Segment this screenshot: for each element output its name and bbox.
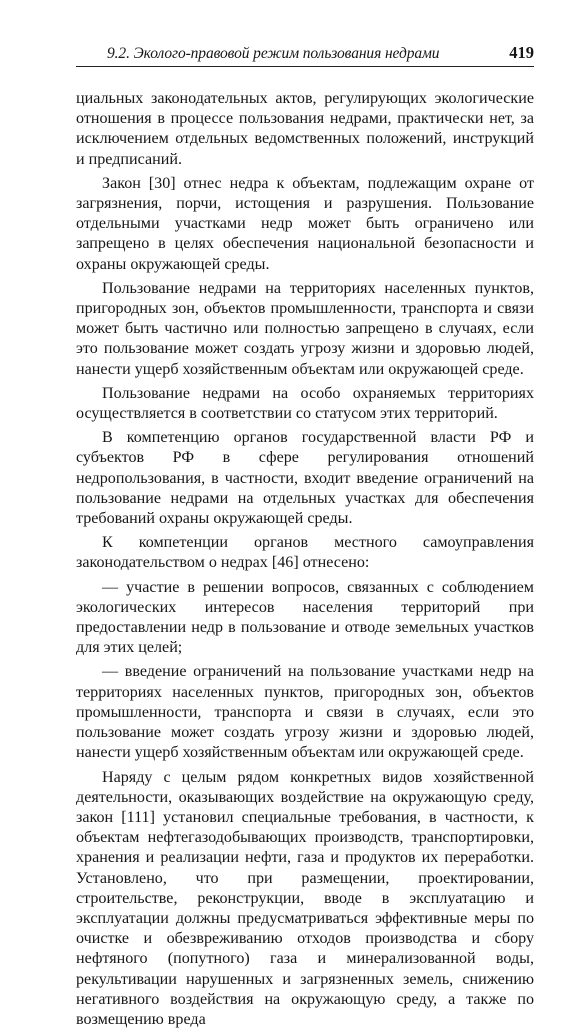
paragraph: К компетенции органов местного самоуправления законодательством о недрах [46] отнесено: (76, 534, 534, 572)
paragraph: Пользование недрами на особо охраняемых территориях осуществляется в соответствии со статусом этих территорий. (76, 384, 534, 423)
paragraph: В компетенцию органов государственной власти РФ и субъектов РФ в сфере регулирования отношений недропользования, в частности, входит введение ограничений на пользование недрами на отдельных участках для обеспечения требований охраны окружающей среды. (76, 429, 534, 528)
paragraph: Закон [30] отнес недра к объектам, подлежащим охране от загрязнения, порчи, истощения и разрушения. Пользование отдельными участками недр может быть ограничено или запрещено в целях обеспечения национальной безопасности и охраны окружающей среды. (76, 174, 534, 273)
section-title: 9.2. Эколого-правовой режим пользования недрами (107, 45, 440, 62)
list-item: — введение ограничений на пользование участками недр на территориях населенных пунктов, пригородных зон, объектов промышленности, транспорта и связи в случаях, если это пользование может создать угрозу жизни и здоровью людей, нанести ущерб хозяйственным объектам или окружающей среде. (76, 663, 534, 762)
running-header (76, 36, 534, 67)
paragraph: Пользование недрами на территориях населенных пунктов, пригородных зон, объектов промышленности, транспорта и связи может быть частично или полностью запрещено в случаях, если это пользование может создать угрозу жизни и здоровью людей, нанести ущерб хозяйственным объектам или окружающей среде. (76, 279, 534, 378)
page-number: 419 (509, 43, 534, 62)
paragraph-continued: циальных законодательных актов, регулирующих экологические отношения в процессе пользования недрами, практически нет, за исключением отдельных ведомственных положений, инструкций и предписаний. (76, 90, 534, 168)
paragraph: Наряду с целым рядом конкретных видов хозяйственной деятельности, оказывающих воздействие на окружающую среду, закон [111] установил специальные требования, в частности, к объектам нефтегазодобывающих производств, транспортировки, хранения и реализации нефти, газа и продуктов их переработки. Установлено, что при размещении, проектировании, строительстве, реконструкции, вводе в эксплуатацию и эксплуатации должны предусматриваться эффективные меры по очистке и обезвреживанию отходов производства и сбору нефтяного (попутного) газа и минерализованной воды, рекультивации нарушенных и загрязненных земель, снижению негативного воздействия на окружающую среду, а также по возмещению вреда (76, 768, 534, 1028)
body-text (76, 89, 534, 1034)
list-item: — участие в решении вопросов, связанных с соблюдением экологических интересов населения территорий при предоставлении недр в пользование и отводе земельных участков для этих целей; (76, 578, 534, 657)
